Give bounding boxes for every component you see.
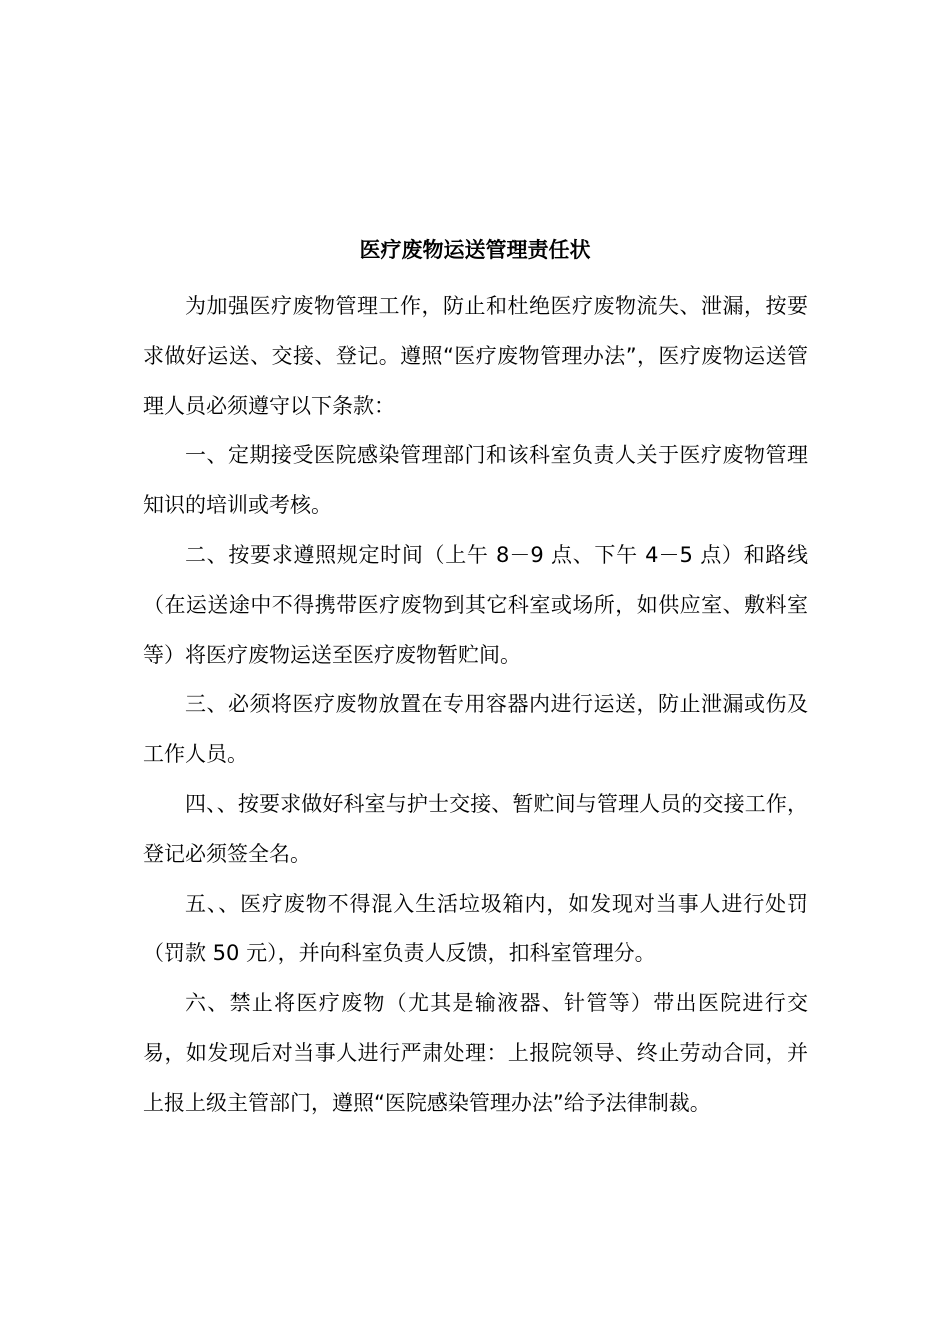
clause-1-paragraph: 一、定期接受医院感染管理部门和该科室负责人关于医疗废物管理知识的培训或考核。: [143, 443, 808, 518]
clause-2-paragraph: 二、按要求遵照规定时间（上午 8－9 点、下午 4－5 点）和路线（在运送途中不得携带医疗废物到其它科室或场所，如供应室、敷料室等）将医疗废物运送至医疗废物暂贮间。: [143, 542, 808, 667]
clause-6-paragraph: 六、禁止将医疗废物（尤其是输液器、针管等）带出医院进行交易，如发现后对当事人进行严肃处理：上报院领导、终止劳动合同，并上报上级主管部门，遵照“医院感染管理办法”给予法律制裁。: [143, 991, 808, 1115]
intro-paragraph: 为加强医疗废物管理工作，防止和杜绝医疗废物流失、泄漏，按要求做好运送、交接、登记。遵照“医疗废物管理办法”，医疗废物运送管理人员必须遵守以下条款：: [143, 294, 808, 418]
document-body: [143, 282, 808, 1129]
clause-5-paragraph: 五、、医疗废物不得混入生活垃圾箱内，如发现对当事人进行处罚（罚款 50 元），并向科室负责人反馈，扣科室管理分。: [143, 891, 808, 966]
clause-3-paragraph: 三、必须将医疗废物放置在专用容器内进行运送，防止泄漏或伤及工作人员。: [143, 692, 808, 767]
clause-4-paragraph: 四、、按要求做好科室与护士交接、暂贮间与管理人员的交接工作，登记必须签全名。: [143, 791, 808, 866]
document-title: 医疗废物运送管理责任状: [359, 238, 591, 262]
